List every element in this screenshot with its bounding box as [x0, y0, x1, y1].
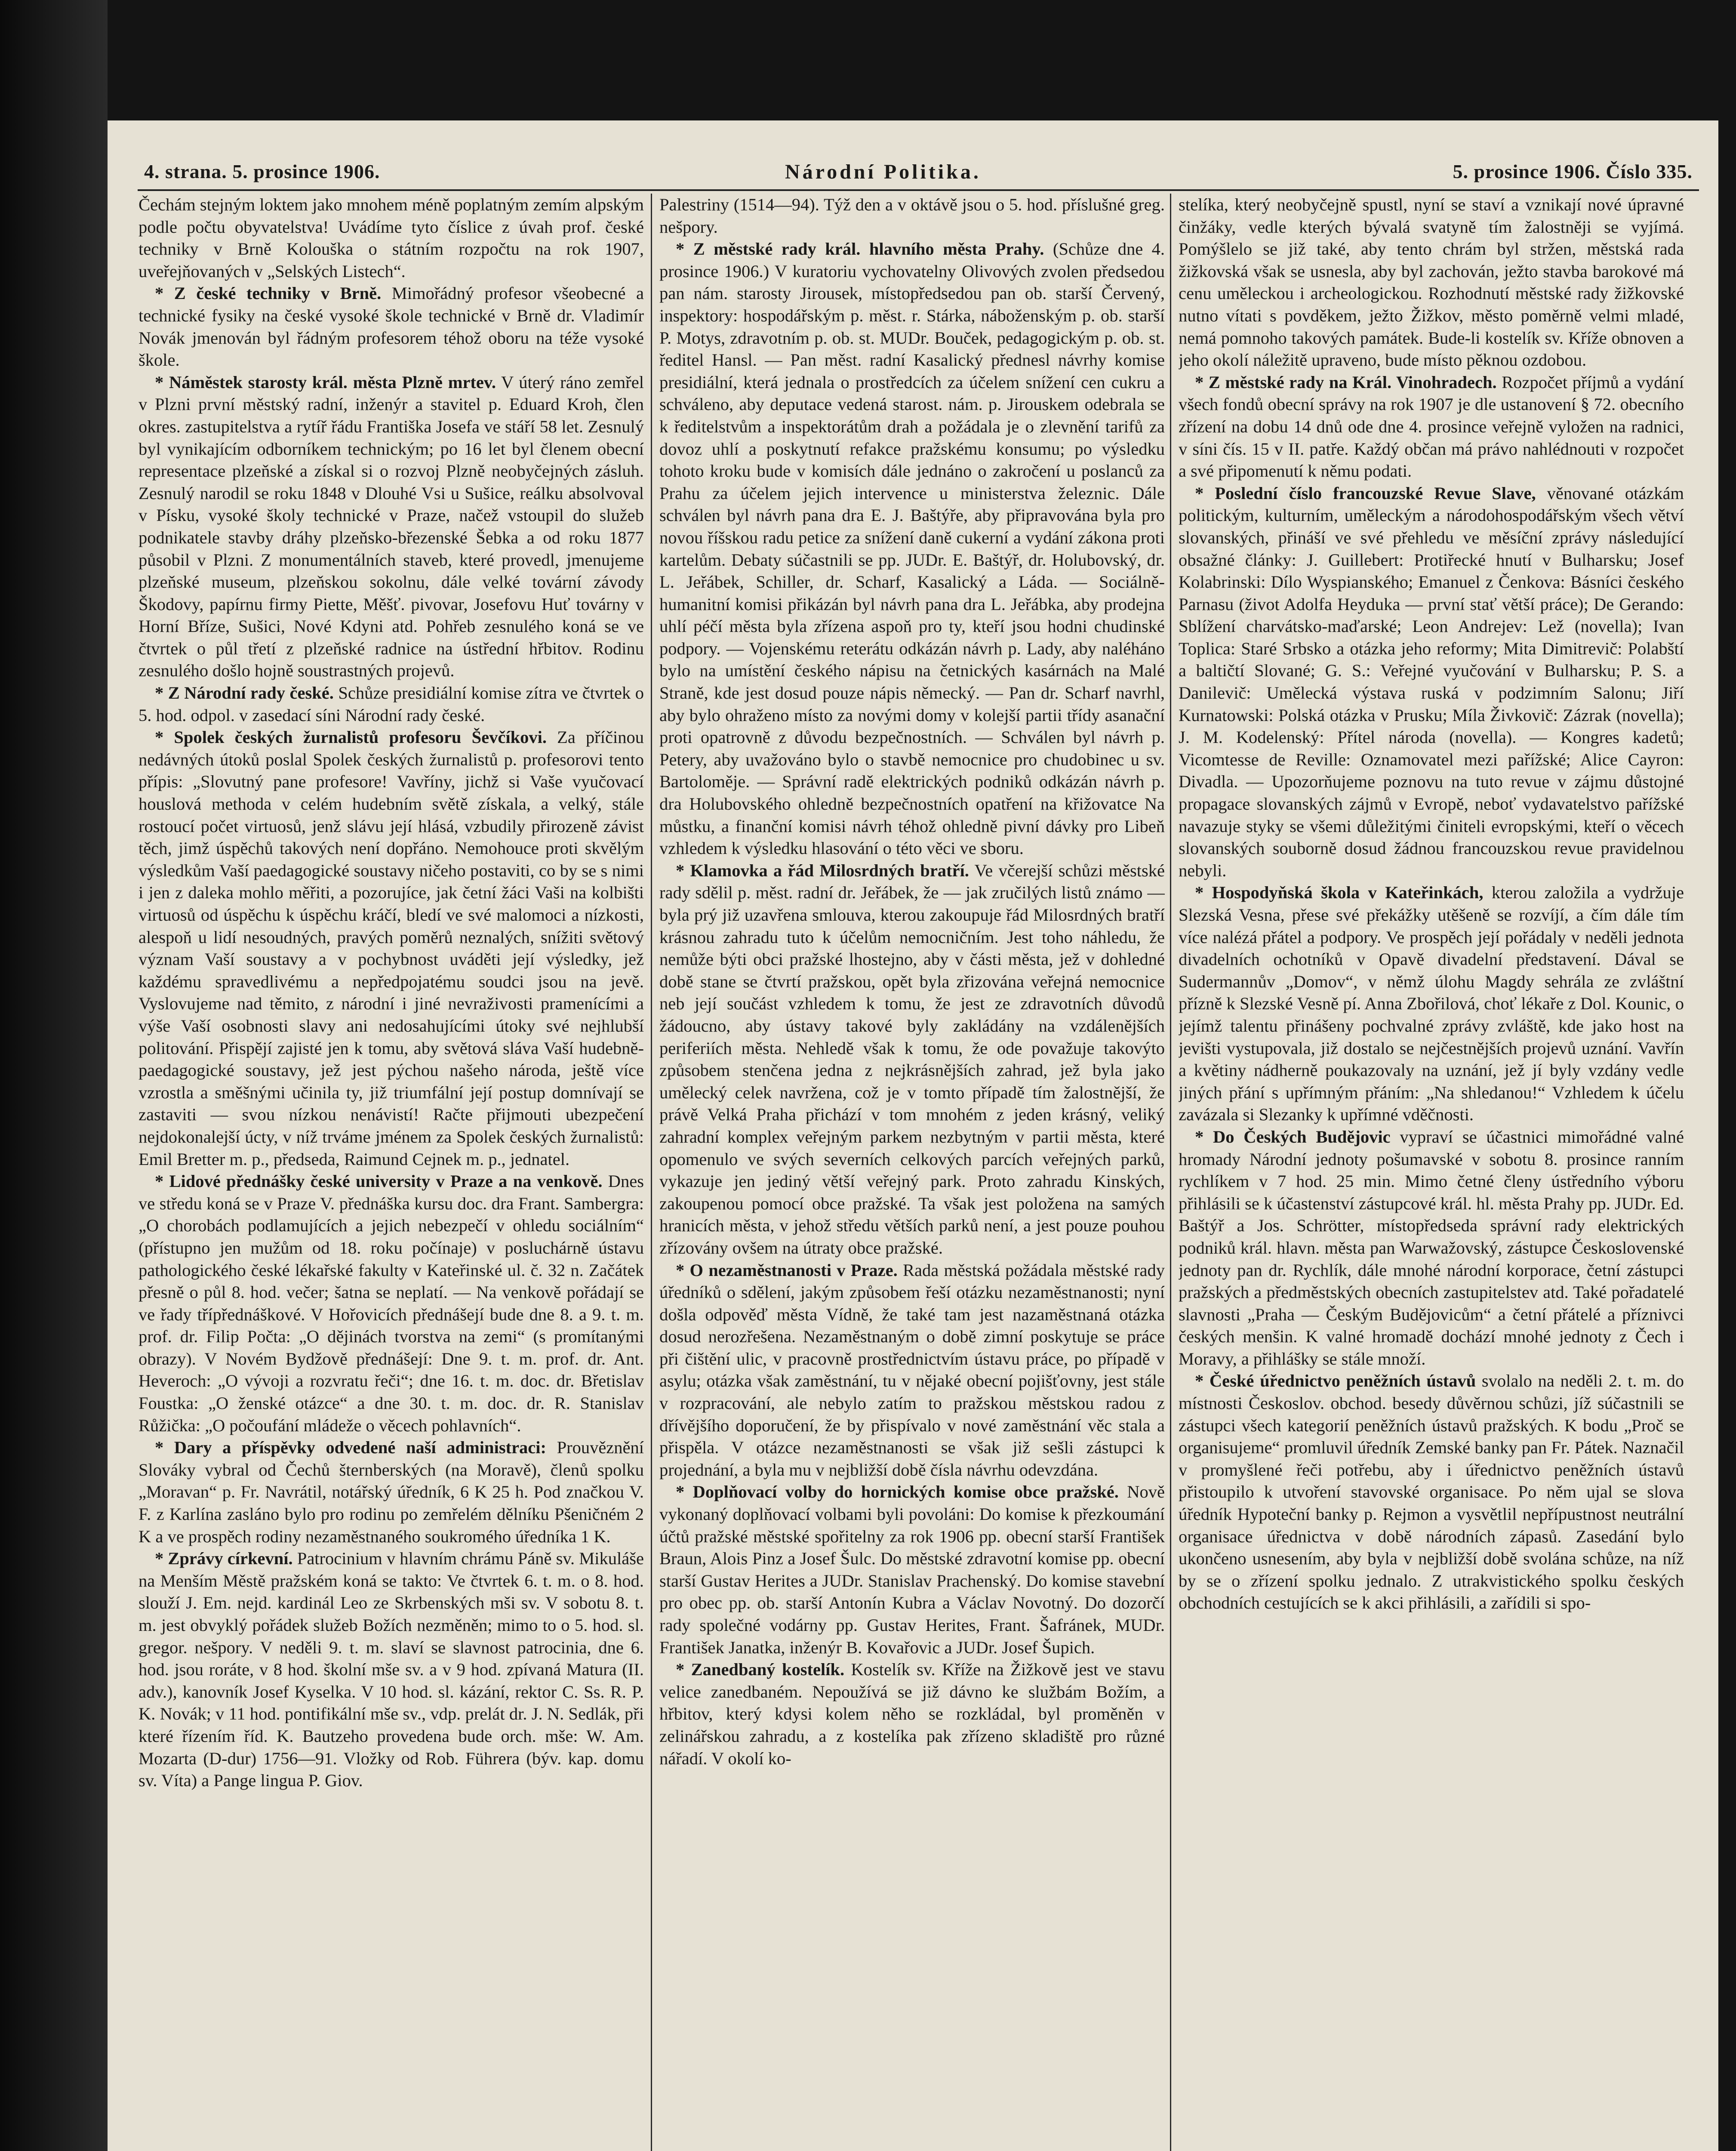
article-heading: * Hospodyňská škola v Kateřinkách,: [1195, 883, 1484, 903]
header-rule: [138, 189, 1699, 191]
article-heading: * Z městské rady král. hlavního města Prahy.: [676, 239, 1044, 259]
article-paragraph: [139, 726, 644, 1170]
issue-number-date: 5. prosince 1906. Číslo 335.: [1453, 160, 1693, 182]
article-paragraph: [659, 238, 1165, 860]
article-text: Nově vykonaný doplňovací volbami byli povoláni: Do komise k přezkoumání účtů pražské městské spořitelny za rok 1906 pp. obecní starší František Braun, Alois Pinz a Josef Šulc. Do městské zdravotní komise pp. obecní starší Gustav Herites a JUDr. Stanislav Prachenský. Do komise stavební pro obec pp. ob. starší Antonín Kubra a Václav Novotný. Do dozorčí rady společné vodárny pp. Gustav Herites, Frant. Šafránek, MUDr. František Janatka, inženýr B. Kovařovic a JUDr. Josef Šupich.: [659, 1482, 1165, 1657]
article-paragraph: [659, 860, 1165, 1259]
article-paragraph: [139, 194, 644, 282]
article-paragraph: [659, 1658, 1165, 1769]
article-text: vypraví se účastnici mimořádné valné hromady Národní jednoty pošumavské v sobotu 8. prosince ranním rychlíkem v 7 hod. 25 min. Mimo četné členy ústředního výboru přihlásili se k účastenství zástupcové král. hl. města Prahy pp. JUDr. Ed. Baštýř a Jos. Schrötter, místopředseda správní rady elektrických podniků král. hlavn. města pan Warwažovský, zástupce Československé jednoty pan dr. Rychlík, dále mnohé národní korporace, četní zástupci pražských a předměstských obecních zastupitelstev atd. Také pořadatelé slavnosti „Praha — Českým Budějovicům“ a četní přátelé a příznivci českých menšin. K valné hromadě dochází mnohé jednoty z Čech i Moravy, a přihlášky se stále množí.: [1179, 1127, 1684, 1368]
article-paragraph: [139, 1170, 644, 1436]
article-text: Palestriny (1514—94). Týž den a v oktávě jsou o 5. hod. příslušné greg. nešpory.: [659, 195, 1165, 237]
article-paragraph: [139, 1436, 644, 1547]
article-heading: * Lidové přednášky české university v Praze a na venkově.: [155, 1171, 603, 1191]
article-heading: * Z Národní rady české.: [155, 683, 334, 703]
article-heading: * Dary a příspěvky odvedené naší administraci:: [155, 1438, 547, 1458]
column-2: [659, 194, 1165, 2151]
column-1: [139, 194, 644, 2151]
article-paragraph: [659, 1259, 1165, 1481]
article-paragraph: [1179, 1370, 1684, 1614]
article-text: kterou založila a vydržuje Slezská Vesna, přese své překážky utěšeně se rozvíjí, a čím dále tím více nalézá přátel a podpory. Ve prospěch její pořádaly v neděli jednota divadelních ochotníků v Opavě divadelní představení. Dával se Sudermannův „Domov“, v němž úlohu Magdy sehrála ze zvláštní přízně k Slezské Vesně pí. Anna Zbořilová, choť lékaře z Dol. Kounic, o jejímž talentu přinášeny pochvalné zprávy zvláště, kde jako host na jevišti vystupovala, již dostalo se nejčestnějších projevů uznání. Vavřín a květiny nádherně poukazovaly na uznání, jež jí byly vzdány vedle jiných přání s upřímným přáním: „Na shledanou!“ Vzhledem k účelu zavázala si Slezanky k upřímné vděčnosti.: [1179, 883, 1684, 1125]
article-paragraph: [139, 282, 644, 371]
article-paragraph: [139, 682, 644, 726]
article-text: Rada městská požádala městské rady úředníků o sdělení, jakým způsobem řeší otázku nezaměstnanosti; nyní došla odpověď města Vídně, že také tam jest nazaměstnaná otázka dosud nerozřešena. Nezaměstnaným o době zimní poskytuje se práce při čištění ulic, v pracovně prostřednictvím ústavu práce, po případě v asylu; otázka však zaměstnání, tu v nějaké obecní pojišťovny, jest stále v rozpracování, ale nebylo zatím to pražskou městskou radou z dřívějšího doporučení, že by přispívalo v nové zaměstnání věc stala a přispěla. V otázce nezaměstnanosti se však již sešli zástupci k projednání, a byla mu v nejbližší době čísla návrhu odevzdána.: [659, 1260, 1165, 1479]
article-text: Čechám stejným loktem jako mnohem méně poplatným zemím alpským podle počtu obyvatelstva! Uvádíme tyto číslice z úvah prof. české techniky v Brně Kolouška o státním rozpočtu na rok 1907, uveřejňovaných v „Selských Listech“.: [139, 195, 644, 281]
article-heading: * Do Českých Budějovic: [1195, 1127, 1391, 1146]
article-heading: * Doplňovací volby do hornických komise obce pražské.: [676, 1482, 1119, 1502]
article-paragraph: [1179, 371, 1684, 482]
article-heading: * Náměstek starosty král. města Plzně mrtev.: [155, 372, 496, 392]
page-header: [144, 160, 1693, 186]
article-paragraph: [1179, 881, 1684, 1126]
article-text: V úterý ráno zemřel v Plzni první městský radní, inženýr a stavitel p. Eduard Kroh, člen okres. zastupitelstva a rytíř řádu Františka Josefa ve stáří 58 let. Zesnulý byl vynikajícím odborníkem technickým; po 16 let byl členem obecní representace plzeňské a získal si o rozvoj Plzně neobyčejných zásluh. Zesnulý narodil se roku 1848 v Dlouhé Vsi u Sušice, reálku absolvoval v Písku, vysoké školy technické v Praze, načež vstoupil do služeb podnikatele stavby dráhy plzeňsko-březenské Šebka a od roku 1877 působil v Plzni. Z monumentálních staveb, které provedl, jmenujeme plzeňské museum, plzeňskou sokolnu, dále velké tovární závody Škodovy, papírnu firmy Piette, Měšť. pivovar, Josefovu Huť továrny v Horní Bříze, Sušici, Nové Kdyni atd. Pohřeb zesnulého koná se ve čtvrtek o půl třetí z plzeňské radnice na ústřední hřbitov. Rodinu zesnulého došlo hojně soustrastných projevů.: [139, 372, 644, 681]
article-text: stelíka, který neobyčejně spustl, nyní se staví a vznikají nové úpravné činžáky, vedle kterých bývalá svatyně tím žalostněji se vyjímá. Pomýšlelo se již také, aby tento chrám byl stržen, městská rada žižkovská však se usnesla, aby byl zachován, ježto stavba barokové má cenu uměleckou i archeologickou. Rozhodnutí městské rady žižkovské nutno vítati s povděkem, ježto Žižkov, město poměrně velmi mladé, nemá pomnoho takových památek. Bude-li kostelík sv. Kříže obnoven a jeho okolí náležitě upraveno, bude místo pěknou ozdobou.: [1179, 195, 1684, 370]
article-text: svolalo na neděli 2. t. m. do místnosti Českoslov. obchod. besedy důvěrnou schůzi, jíž súčastnili se zástupci všech kategorií peněžních ústavů pražských. K bodu „Proč se organisujeme“ promluvil úředník Zemské banky pan Fr. Pátek. Naznačil v promyšlené řeči potřebu, aby i úřednictvo peněžních ústavů přistoupilo k utvoření stavovské organisace. Po něm ujal se slova úředník Hypoteční banky p. Rejmon a vysvětlil nepřípustnost neutrální organisace úřednictva v době národních zápasů. Zasedání bylo ukončeno usnesením, aby byla v nejbližší době svolána schůze, na níž by se o zřízení spolku jednalo. Z utrakvistického spolku českých obchodních cestujících se k akci přihlásili, a zařídili si spo-: [1179, 1371, 1684, 1613]
article-paragraph: [1179, 1126, 1684, 1370]
article-heading: * Z městské rady na Král. Vinohradech.: [1195, 372, 1497, 392]
article-text: Rozpočet příjmů a vydání všech fondů obecní správy na rok 1907 je dle ustanovení § 72. obecního zřízení na dobu 14 dnů ode dne 4. prosince veřejně vyložen na radnici, v síni čís. 15 v II. patře. Každý občan má právo nahlédnouti v rozpočet a své připomenutí k němu podati.: [1179, 372, 1684, 481]
page-number-date: 4. strana. 5. prosince 1906.: [144, 160, 380, 182]
article-text: Prouvěznění Slováky vybral od Čechů šternberských (na Moravě), členů spolku „Moravan“ p. Fr. Navrátil, notářský úředník, 6 K 25 h. Pod značkou V. F. z Karlína zasláno bylo pro rodinu po zemřelém dělníku Pšeničném 2 K a ve prospěch rodiny nezaměstnaného soukromého úředníka 1 K.: [139, 1438, 644, 1546]
column-divider: [651, 194, 652, 2151]
article-text: věnované otázkám politickým, kulturním, uměleckým a národohospodářským všech větví slovanských, přináší ve své přehledu ve měsíční zprávy následující obsažné články: J. Guillebert: Protiřecké hnutí v Bulharsku; Josef Kolabrinski: Dílo Wyspianského; Emanuel z Čenkova: Básníci českého Parnasu (život Adolfa Heyduka — první stať větší práce); De Gerando: Sblížení charvátsko-maďarské; Leon Andrejev: Lež (novella); Ivan Toplica: Staré Srbsko a otázka jeho reformy; Mita Dimitrevič: Polabští a baltičtí Slované; G. S.: Veřejné vyučování v Bulharsku; P. S. a Danilevič: Umělecká výstava ruská v podzimním Salonu; Jiří Kurnatowski: Polská otázka v Prusku; Míla Živkovič: Zázrak (novella); J. M. Kodelenský: Přítel národa (novella). — Kongres kadetů; Vicomtesse de Reville: Oznamovatel mezi pařížské; Alice Cayron: Divadla. — Upozorňujeme poznovu na tuto revue v zájmu důstojné propagace slovanských zájmů v Evropě, neboť vydavatelstvo pařížské navazuje styky se všemi důležitými činiteli evropskými, kteří o věcech slovanských souborně dosud žádnou francouzskou revue pravidelnou nebyli.: [1179, 483, 1684, 880]
article-text: Kostelík sv. Kříže na Žižkově jest ve stavu velice zanedbaném. Nepoužívá se již dávno ke službám Božím, a hřbitov, který kdysi kolem něho se rozkládal, byl proměněn v zelinářskou zahradu, a z kostelíka pak zřízeno skladiště pro různé nářadí. V okolí ko-: [659, 1660, 1165, 1768]
article-heading: * Poslední číslo francouzské Revue Slave,: [1195, 483, 1536, 503]
article-heading: * Klamovka a řád Milosrdných bratří.: [676, 860, 969, 880]
article-text: Schůze presidiální komise zítra ve čtvrtek o 5. hod. odpol. v zasedací síni Národní rady české.: [139, 683, 644, 725]
article-paragraph: [1179, 482, 1684, 882]
scan-edge: [0, 0, 108, 2151]
article-paragraph: [659, 194, 1165, 238]
article-text: Ve včerejší schůzi městské rady sdělil p. měst. radní dr. Jeřábek, že — jak zručilých listů známo — byla prý již uzavřena smlouva, kterou zakoupuje řád Milosrdných bratří krásnou zahradu tuto k účelům nemocničním. Jest toho náhledu, že nemůže býti obci pražské lhostejno, aby v části města, jež v dohledné době stane se čtvrtí pražskou, opět byla zřizována veřejná nemocnice neb její součást vzhledem k tomu, že jest ze zdravotních důvodů žádoucno, aby ústavy takové byly zakládány na vzdálenějších periferiích města. Nehledě však k tomu, že ode považuje takovýto způsobem stenčena jedna z nejkrásnějších zahrad, jež byla jako umělecký celek navržena, což je v tomto případě tím žalostnější, že právě Velká Praha přichází v tom mnohém z jeden krásný, veliký zahradní komplex veřejným parkem nezbytným v partii města, které opomenulo ve svých severních celkových parcích veřejných parků, vykazuje jen jediný větší veřejný park. Proto zahradu Kinských, zakoupenou pomocí obce pražské. Ta však jest položena na samých hranicích města, v jehož středu větších parků není, a jest pouze pouhou zřízovány ovšem na útraty obce pražské.: [659, 860, 1165, 1257]
article-heading: * O nezaměstnanosti v Praze.: [676, 1260, 898, 1280]
article-text: Mimořádný profesor všeobecné a technické fysiky na české vysoké škole technické v Brně dr. Vladimír Novák jmenován byl řádným profesorem téhož oboru na téže vysoké škole.: [139, 284, 644, 370]
article-heading: * České úřednictvo peněžních ústavů: [1195, 1371, 1476, 1391]
newspaper-page: [108, 120, 1718, 2151]
article-heading: * Spolek českých žurnalistů profesoru Ševčíkovi.: [155, 727, 547, 747]
article-text: Patrocinium v hlavním chrámu Páně sv. Mikuláše na Menším Městě pražském koná se takto: Ve čtvrtek 6. t. m. o 8. hod. slouží J. Em. nejd. kardinál Leo ze Skrbenských mši sv. V sobotu 8. t. m. jest obvyklý pořádek služeb Božích nezměněn; mimo to o 5. hod. sl. gregor. nešpory. V neděli 9. t. m. slaví se slavnost patrocinia, dne 6. hod. jsou roráte, v 8 hod. školní mše sv. a v 9 hod. zpívaná Matura (II. adv.), kanovník Josef Kyselka. V 10 hod. sl. kázání, rektor C. Ss. R. P. K. Novák; v 11 hod. pontifikální mše sv., vdp. prelát dr. J. N. Sedlák, při které řízením říd. K. Bautzeho provedena bude orch. mše: W. Am. Mozarta (D-dur) 1756—91. Vložky od Rob. Führera (býv. kap. domu sv. Víta) a Pange lingua P. Giov.: [139, 1549, 644, 1790]
column-3: [1179, 194, 1684, 2151]
article-text: Dnes ve středu koná se v Praze V. přednáška kursu doc. dra Frant. Sambergra: „O chorobách podlamujících a jejich nebezpečí v ohledu sociálním“ (přístupno jen mužům od 18. roku počínaje) v posluchárně ústavu pathologického české lékařské fakulty v Kateřinské ul. č. 32 n. Začátek přesně o půl 8. hod. večer; šatna se neplatí. — Na venkově pořádají se ve řady třípřednáškové. V Hořovicích přednášejí bude dne 8. a 9. t. m. prof. dr. Filip Počta: „O dějinách tvorstva na zemi“ (s promítanými obrazy). V Novém Bydžově přednášejí: Dne 9. t. m. prof. dr. Ant. Heveroch: „O vývoji a rozvratu řeči“; dne 16. t. m. doc. dr. Břetislav Foustka: „O ženské otázce“ a dne 30. t. m. doc. dr. R. Stanislav Růžička: „O počoufání mládeže o věcech pohlavních“.: [139, 1171, 644, 1435]
article-paragraph: [139, 1547, 644, 1792]
article-text: (Schůze dne 4. prosince 1906.) V kuratoriu vychovatelny Olivových zvolen předsedou pan nám. starosty Jirousek, místopředsedou pan ob. starší Červený, inspektory: hospodářským p. měst. r. Stárka, náboženským p. ob. starší P. Motys, zdravotním p. ob. st. MUDr. Bouček, pedagogickým p. ob. st. ředitel Hansl. — Pan měst. radní Kasalický přednesl návrhy komise presidiální, která jednala o prostředcích za účelem snížení cen cukru a schváleno, aby deputace vedená starost. nám. p. Jirouskem odebrala se k ředitelstvům a inspektorátům drah a požádala je o zlevnění tarifů za dovoz uhlí a poskytnutí refakce pražskému konsumu; po výsledku tohoto kroku bude v komisích dále jednáno o zakročení u poslanců za Prahu za účelem jejich intervence u ministerstva železnic. Dále schválen byl návrh pana dra E. J. Baštýře, aby připravována byla pro novou říšskou radu petice za snížení daně cukerní a vydání zákona proti kartelům. Debaty súčastnili se pp. JUDr. E. Baštýř, dr. Holubovský, dr. L. Jeřábek, Schiller, dr. Scharf, Kasalický a Láda. — Sociálně-humanitní komisi přikázán byl návrh pana dra L. Jeřábka, aby prodejna uhlí péčí města byla zřízena aspoň pro ty, kteří jsou hodni chudinské podpory. — Vojenskému reterátu odkázán návrh p. Lady, aby naléháno bylo na umístění českého nápisu na četnických kasárnách na Malé Straně, kde jest dosud pouze nápis německý. — Pan dr. Scharf navrhl, aby bylo ohraženo místo za novými domy v kolejší partii třídy asanační proti opatrovně z důvodu bezpečnostních. — Schválen byl návrh p. Petery, aby uvažováno bylo o stavbě nemocnice pro chudobinec u sv. Bartoloměje. — Správní radě elektrických podniků odkázán návrh p. dra Holubovského ohledně bezpečnostních opatření na křižovatce Na můstku, a finanční komisi návrh téhož ohledně pivní dávky pro Libeň vzhledem k výsledku hlasování o této věci ve sboru.: [659, 239, 1165, 858]
article-text: Za příčinou nedávných útoků poslal Spolek českých žurnalistů p. profesorovi tento přípis: „Slovutný pane profesore! Vavříny, jichž si Vaše vyučovací houslová methoda v celém hudebním světě získala, a velký, stále rostoucí počet virtuosů, jenž slávu její hlásá, vzbudily přirozeně závist těch, jimž úspěchů takových není dopřáno. Nemohouce proti skvělým výsledkům Vaší paedagogické soustavy ničeho postaviti, co by se s nimi i jen z daleka mohlo měřiti, a pozorujíce, jak četní žáci Vaši na kolbišti virtuosů od úspěchu k úspěchu kráčí, bledí ve své malomoci a nízkosti, alespoň u lidí nesoudných, pravých poměrů neznalých, snížiti světový význam Vaší soustavy a v pochybnost uváděti její výsledky, jež každému spravedlivému a nepředpojatému soudci jsou na jevě. Vyslovujeme nad těmito, z národní i jiné nevraživosti pramenícími a výše Vaší osobnosti slavy ani nedosahujícími útoky své nejhlubší politování. Přispějí zajisté jen k tomu, aby světová sláva Vaší hudebně-paedagogické soustavy, jež jest pýchou našeho národa, ještě více vzrostla a směšnými učinila ty, již triumfální její postup domnívají se zastaviti — svou nízkou nenávistí! Račte přijmouti ubezpečení nejdokonalejší úcty, v níž trváme jménem za Spolek českých žurnalistů: Emil Bretter m. p., předseda, Raimund Cejnek m. p., jednatel.: [139, 727, 644, 1169]
article-paragraph: [139, 371, 644, 682]
article-paragraph: [1179, 194, 1684, 371]
article-heading: * Zprávy církevní.: [155, 1549, 293, 1569]
article-heading: * Z české techniky v Brně.: [155, 284, 382, 303]
article-heading: * Zanedbaný kostelík.: [676, 1660, 845, 1680]
column-divider: [1170, 194, 1171, 2151]
masthead-title: Národní Politika.: [785, 160, 981, 183]
article-paragraph: [659, 1481, 1165, 1658]
